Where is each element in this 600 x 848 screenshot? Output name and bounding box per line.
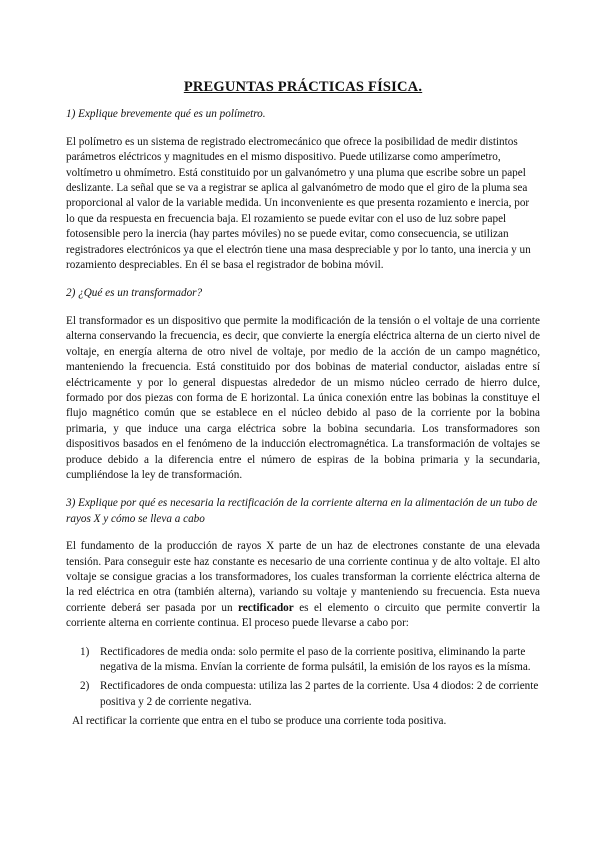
rectifier-list bbox=[66, 645, 540, 711]
answer-1: El polímetro es un sistema de registrado electromecánico que ofrece la posibilidad de medir distintos parámetros eléctricos y magnitudes en el mismo dispositivo. Puede utilizarse como amperímetro, voltímetro u ohmímetro. Está constituido por un galvanómetro y una pluma que escribe sobre un papel deslizante. La señal que se va a registrar se aplica al galvanómetro de modo que el giro de la pluma sea proporcional al valor de la variable medida. Un inconveniente es que presenta rozamiento e inercia, por lo que da respuesta en frecuencia baja. El rozamiento se puede evitar con el uso de luz sobre papel fotosensible pero la inercia (hay partes móviles) no se puede evitar, como consecuencia, se utilizan registradores electrónicos ya que el electrón tiene una masa despreciable y por lo tanto, una inercia y un rozamiento despreciables. En él se basa el registrador de bobina móvil. bbox=[66, 135, 531, 272]
list-item-number: 1) bbox=[80, 645, 90, 658]
question-1: 1) Explique brevemente qué es un polímetro. bbox=[66, 108, 266, 121]
answer-3 bbox=[66, 539, 540, 631]
list-item bbox=[66, 645, 540, 676]
answer-3-text-end: es el elemento o circuito que permite convertir la corriente alterna en corriente continua. El proceso puede llevarse a cabo por: bbox=[66, 601, 540, 630]
question-2: 2) ¿Qué es un transformador? bbox=[66, 287, 203, 300]
answer-2: El transformador es un dispositivo que permite la modificación de la tensión o el voltaje de una corriente alterna conservando la frecuencia, es decir, que convierte la energía eléctrica alterna de un cierto nivel de voltaje, en energía alterna de otro nivel de voltaje, por medio de la acción de un campo magnético, manteniendo la frecuencia. Está constituido por dos bobinas de material conductor, aisladas entre sí eléctricamente y por lo general dispuestas alrededor de un mismo núcleo cerrado de hierro dulce, formado por dos piezas con forma de E horizontal. La única conexión entre las bobinas la constituye el flujo magnético común que se establece en el núcleo debido al paso de la corriente por la bobina primaria, y que induce una carga eléctrica sobre la bobina secundaria. Los transformadores son dispositivos basados en el fenómeno de la inducción electromagnética. La transformación de voltajes se produce debido a la diferencia entre el número de espiras de la bobina primaria y la secundaria, cumpliéndose la ley de transformación. bbox=[66, 314, 540, 481]
answer-3-bold-term: rectificador bbox=[238, 601, 294, 614]
question-3: 3) Explique por qué es necesaria la rectificación de la corriente alterna en la alimentación de un tubo de rayos X y cómo se lleva a cabo bbox=[66, 497, 538, 525]
list-item-text: Rectificadores de media onda: solo permite el paso de la corriente positiva, eliminando la parte negativa de la misma. Envían la corriente de forma pulsátil, la emisión de los rayos es la mísma. bbox=[100, 645, 531, 673]
page-title: PREGUNTAS PRÁCTICAS FÍSICA. bbox=[183, 79, 423, 95]
list-item-number: 2) bbox=[80, 680, 90, 693]
answer-3-text-start: El fundamento de la producción de rayos X parte de un haz de electrones constante de una elevada tensión. Para conseguir este haz constante es necesario de una corriente continua y de alto voltaje. El alto voltaje se consigue gracias a los transformadores, los cuales transforman la corriente eléctrica alterna de la red eléctrica en otra (también alterna), variando su voltaje y manteniendo su frecuencia. Esta nueva corriente deberá ser pasada por un bbox=[66, 540, 540, 614]
list-item-text: Rectificadores de onda compuesta: utiliza las 2 partes de la corriente. Usa 4 diodos: 2 de corriente positiva y 2 de corriente negativa. bbox=[100, 680, 539, 708]
closing-sentence: Al rectificar la corriente que entra en el tubo se produce una corriente toda positiva. bbox=[72, 715, 447, 728]
list-item bbox=[66, 679, 540, 710]
